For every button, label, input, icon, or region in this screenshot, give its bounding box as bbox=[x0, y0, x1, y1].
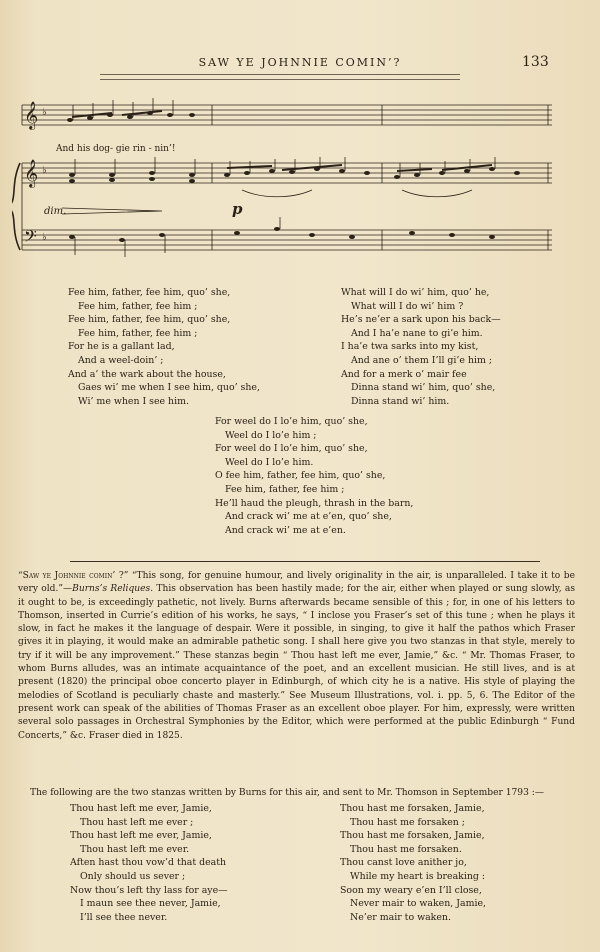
verse-line: And a’ the wark about the house, bbox=[68, 368, 226, 380]
verse-line: For weel do I lo’e him, quo’ she, bbox=[215, 443, 368, 455]
verse-line: Dinna stand wi’ him. bbox=[351, 395, 450, 407]
verse-line: What will I do wi’ him, quo’ he, bbox=[341, 287, 490, 298]
svg-text:𝄢: 𝄢 bbox=[24, 226, 37, 250]
note-title: “Saw ye Johnnie comin’ ?” bbox=[18, 571, 129, 581]
svg-text:𝄞: 𝄞 bbox=[24, 159, 39, 187]
verse-line: Now thou’s left thy lass for aye— bbox=[70, 884, 228, 896]
verse-top-left bbox=[68, 286, 260, 408]
verse-line: Thou hast me forsaken, Jamie, bbox=[340, 803, 485, 814]
verse-line: While my heart is breaking : bbox=[350, 870, 486, 882]
page-number: 133 bbox=[522, 54, 549, 70]
verse-line: Fee him, father, fee him, quo’ she, bbox=[68, 287, 231, 298]
verse-line: Weel do I lo’e him. bbox=[225, 456, 314, 468]
note-paragraph-body: This observation has been hastily made; for the air, either when played or sung slowly, as it ought to be, is exceedingly pathetic, not lively. Burns afterwards became sensible of this ; for, in one of his letters to Thomson, inserted in Currie’s edition of his works, he says, “ I inclose you Fraser’s set of this tune ; when he plays it slow, in fact he makes it the language of despair. Were it possible, in singing, to give it half the pathos which Fraser gives it in playing, it would make an admirable pathetic song. I shall here give you two stanzas in that style, merely to try if it will be any improvement.” These stanzas begin “ Thou hast left me ever, Jamie,” &c. “ Mr. Thomas Fraser, to whom Burns alludes, was an intimate acquaintance of the poet, and an excellent musician. He still lives, and is at present (1820) the principal oboe concerto player in Edinburgh, of which city he is a native. His style of playing the melodies of Scotland is peculiarly chaste and masterly.” See Museum Illustrations, vol. i. pp. 5, 6. The Editor of the present work can speak of the abilities of Thomas Fraser as an excellent oboe player. For him, expressly, were written several solo passages in Orchestral Symphonies by the Editor, which were performed at the public Edinburgh “ Fund Concerts,” &c. Fraser died in 1825. bbox=[18, 584, 576, 741]
svg-text:♭: ♭ bbox=[42, 232, 47, 243]
music-lyric: And his dog- gie rin - nin’! bbox=[56, 144, 176, 154]
editorial-note bbox=[18, 570, 575, 743]
verse-line: I ha’e twa sarks into my kist, bbox=[341, 341, 479, 353]
verse-line: Only should us sever ; bbox=[80, 870, 186, 882]
dynamic-dim: dim. bbox=[44, 206, 67, 217]
verse-line: Fee him, father, fee him ; bbox=[78, 300, 198, 312]
verse-line: Thou canst love anither jo, bbox=[340, 857, 467, 869]
title-rule bbox=[100, 74, 460, 80]
verse-line: I’ll see thee never. bbox=[80, 911, 168, 923]
section-divider bbox=[70, 561, 540, 562]
verse-line: And ane o’ them I’ll gi’e him ; bbox=[351, 354, 493, 366]
note-source: Burns’s Reliques. bbox=[72, 584, 154, 595]
verse-line: And for a merk o’ mair fee bbox=[341, 368, 467, 380]
svg-text:♭: ♭ bbox=[42, 107, 47, 118]
dynamic-piano: p bbox=[232, 200, 243, 218]
verse-line: Gaes wi’ me when I see him, quo’ she, bbox=[78, 382, 260, 394]
note-following-line: The following are the two stanzas written by Burns for this air, and sent to Mr. Thomson in September 1793 :— bbox=[30, 788, 544, 798]
verse-line: For he is a gallant lad, bbox=[68, 341, 175, 353]
verse-line: Thou hast left me ever, Jamie, bbox=[70, 803, 212, 814]
verse-top-right bbox=[341, 286, 501, 408]
verse-line: Wi’ me when I see him. bbox=[78, 395, 189, 407]
verse-line: He’s ne’er a sark upon his back— bbox=[341, 314, 501, 326]
verse-line: And I ha’e nane to gi’e him. bbox=[351, 327, 483, 339]
verse-line: Aften hast thou vow’d that death bbox=[70, 857, 227, 869]
verse-line: Never mair to waken, Jamie, bbox=[350, 898, 486, 910]
running-title: SAW YE JOHNNIE COMIN’? bbox=[198, 56, 402, 69]
verse-line: And crack wi’ me at e’en. bbox=[225, 524, 346, 536]
verse-line: Ne’er mair to waken. bbox=[350, 911, 451, 923]
verse-line: O fee him, father, fee him, quo’ she, bbox=[215, 470, 386, 482]
verse-line: Thou hast left me ever. bbox=[80, 843, 190, 855]
verse-line: Thou hast left me ever ; bbox=[80, 816, 194, 828]
verse-line: Soon my weary e’en I’ll close, bbox=[340, 884, 482, 896]
music-score bbox=[12, 95, 560, 270]
verse-line: What will I do wi’ him ? bbox=[351, 300, 464, 312]
verse-line: I maun see thee never, Jamie, bbox=[80, 898, 221, 910]
verse-line: He’ll haud the pleugh, thrash in the barn, bbox=[215, 497, 414, 509]
verse-line: And a weel-doin’ ; bbox=[78, 354, 164, 366]
verse-line: Thou hast left me ever, Jamie, bbox=[70, 830, 212, 842]
verse-line: Fee him, father, fee him, quo’ she, bbox=[68, 314, 231, 326]
note-paragraph-start: “This song, for genuine humour, and lively originality in the air, is unparalleled. I take it to be very old.”— bbox=[18, 571, 575, 595]
verse-line: Thou hast me forsaken. bbox=[350, 843, 462, 855]
svg-text:𝄞: 𝄞 bbox=[24, 101, 39, 129]
verse-line: For weel do I lo’e him, quo’ she, bbox=[215, 416, 368, 427]
verse-line: Dinna stand wi’ him, quo’ she, bbox=[351, 382, 496, 394]
svg-text:♭: ♭ bbox=[42, 165, 47, 176]
verse-line: Weel do I lo’e him ; bbox=[225, 429, 317, 441]
verse-line: Fee him, father, fee him ; bbox=[78, 327, 198, 339]
verse-line: Thou hast me forsaken, Jamie, bbox=[340, 830, 485, 842]
verse-bottom-right bbox=[340, 802, 486, 924]
verse-top-center bbox=[215, 415, 413, 537]
verse-line: Fee him, father, fee him ; bbox=[225, 483, 345, 495]
verse-line: Thou hast me forsaken ; bbox=[350, 816, 465, 828]
verse-line: And crack wi’ me at e’en, quo’ she, bbox=[225, 511, 392, 523]
verse-bottom-left bbox=[70, 802, 228, 924]
